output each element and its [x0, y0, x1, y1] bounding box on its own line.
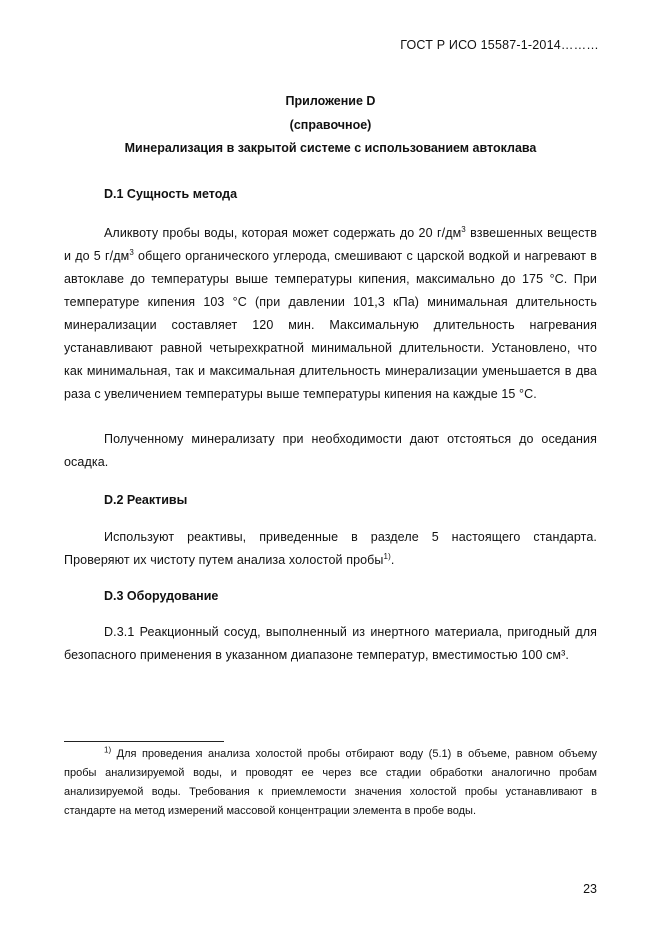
superscript: 3 — [129, 247, 134, 257]
paragraph-d2-reagents — [64, 526, 597, 572]
footnote — [64, 745, 597, 821]
paragraph-d1-settling: Полученному минерализату при необходимости дают отстояться до оседания осадка. — [64, 432, 597, 469]
footnote-text: Для проведения анализа холостой пробы отбирают воду (5.1) в объеме, равном объему пробы анализируемой воды, и проводят ее через все стадии обработки аналогично пробам анализируемой воды. Требования к приемлемости значения холостой пробы устанавливают в стандарте на метод измерений массовой концентрации элемента в пробе воды. — [64, 748, 597, 817]
appendix-subject: Минерализация в закрытой системе с использованием автоклава — [124, 141, 537, 155]
section-heading-d1: D.1 Сущность метода — [104, 187, 238, 201]
paragraph-text: Аликвоту пробы воды, которая может содержать до 20 г/дм — [104, 226, 462, 240]
paragraph-d1-method — [64, 222, 597, 406]
appendix-title: Приложение D — [285, 94, 376, 108]
superscript: 3 — [461, 224, 466, 234]
paragraph-text: . — [390, 553, 395, 567]
standard-header: ГОСТ Р ИСО 15587-1-2014……… — [400, 38, 599, 52]
section-heading-d2: D.2 Реактивы — [104, 493, 188, 507]
footnote-reference[interactable]: 1) — [383, 551, 391, 561]
paragraph-d3-vessel: D.3.1 Реакционный сосуд, выполненный из инертного материала, пригодный для безопасного применения в указанном диапазоне температур, вместимостью 100 см³. — [64, 625, 597, 662]
footnote-divider — [64, 741, 224, 742]
paragraph-text: взвешенных веществ и до 5 г/дм — [64, 226, 597, 263]
footnote-mark: 1) — [104, 745, 112, 755]
section-heading-d3: D.3 Оборудование — [104, 589, 219, 603]
paragraph-text: Используют реактивы, приведенные в разделе 5 настоящего стандарта. Проверяют их чистоту путем анализа холостой пробы — [64, 530, 597, 567]
appendix-note: (справочное) — [289, 118, 372, 132]
paragraph-text: общего органического углерода, смешивают с царской водкой и нагревают в автоклаве до температуры выше температуры кипения, максимально до 175 °С. При температуре кипения 103 °С (при давлении 101,3 кПа) минимальная длительность минерализации составляет 120 мин. Максимальную длительность нагревания устанавливают равной четырехкратной минимальной длительности. Установлено, что как минимальная, так и максимальная длительность минерализации уменьшается в два раза с увеличением температуры выше температуры кипения на каждые 15 °С. — [64, 249, 598, 401]
page-number: 23 — [583, 882, 597, 896]
